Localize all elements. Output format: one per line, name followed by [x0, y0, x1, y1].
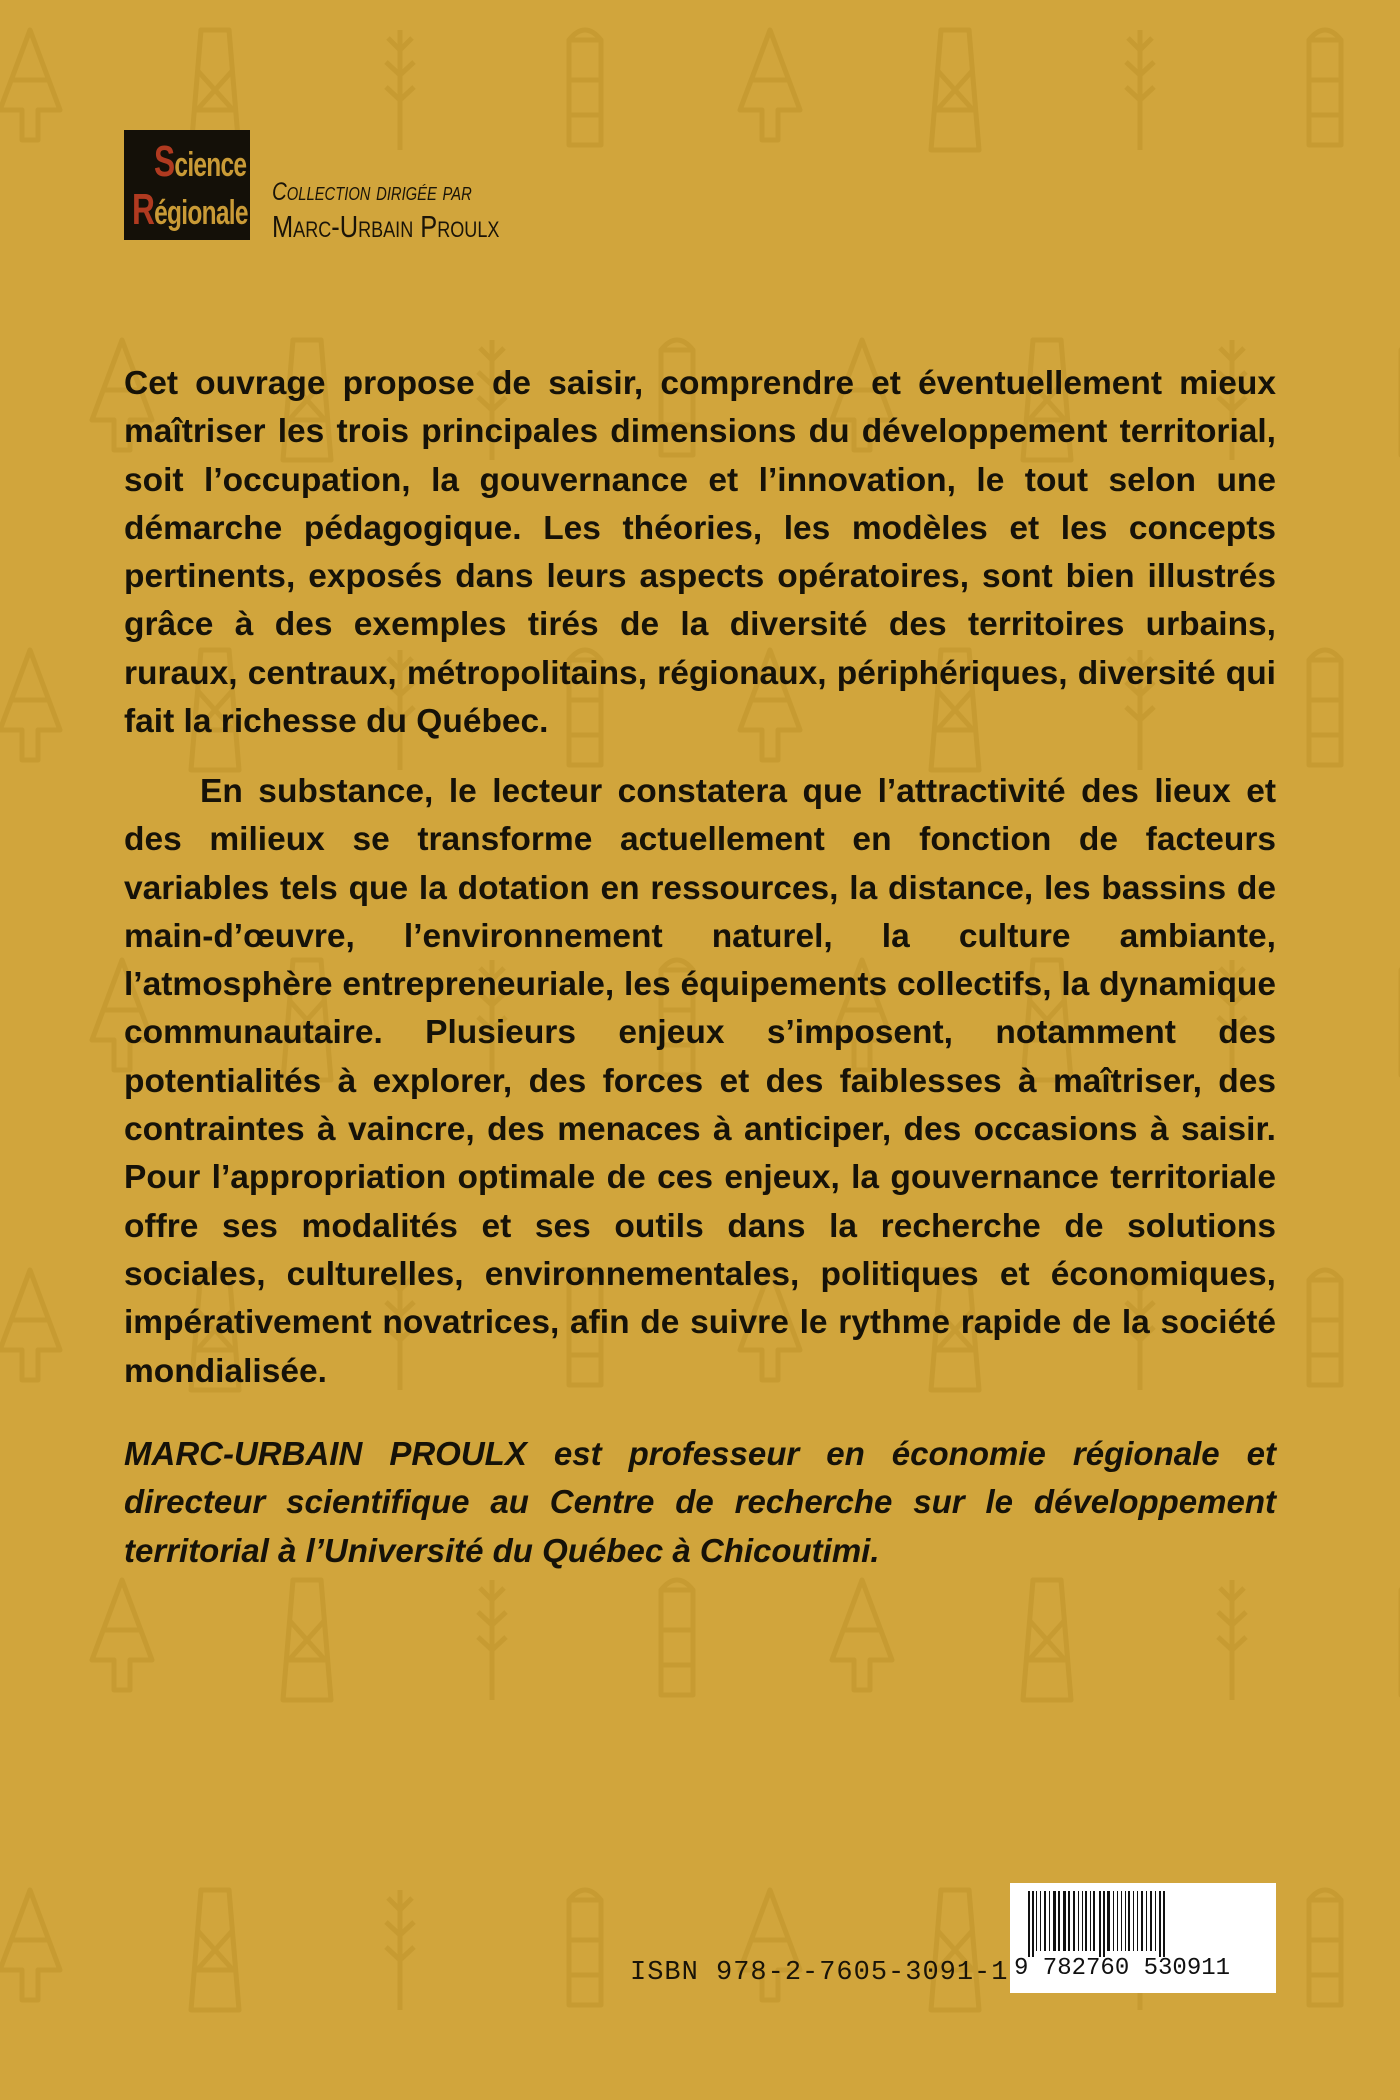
barcode-bar: [1053, 1891, 1056, 1951]
barcode-bar: [1044, 1891, 1046, 1951]
logo-initial-r: R: [132, 185, 155, 234]
barcode-bar: [1078, 1891, 1079, 1951]
pattern-motif: [0, 1890, 60, 2000]
pattern-motif: [92, 1580, 152, 1690]
pattern-motif: [740, 30, 800, 140]
barcode-bar: [1036, 1891, 1037, 1951]
pattern-motif: [1309, 30, 1341, 145]
barcode-bar: [1082, 1891, 1083, 1951]
science-regionale-logo: [124, 130, 250, 240]
collection-label: Collection dirigée par: [272, 178, 472, 206]
barcode-bar: [1146, 1891, 1147, 1951]
logo-line-regionale: [132, 185, 248, 234]
pattern-motif: [478, 1580, 506, 1700]
logo-word-science: cience: [174, 146, 247, 184]
pattern-motif: [569, 1890, 601, 2005]
collection-director: Marc-Urbain Proulx: [272, 209, 500, 244]
barcode-bar: [1141, 1891, 1143, 1951]
pattern-motif: [0, 1270, 60, 1380]
isbn-label: ISBN 978-2-7605-3091-1: [630, 1958, 1009, 1988]
barcode-bar: [1058, 1891, 1060, 1951]
barcode-bar: [1032, 1891, 1034, 1957]
barcode-bar: [1073, 1891, 1075, 1951]
logo-initial-s: S: [154, 137, 175, 186]
barcode-bar: [1159, 1891, 1161, 1957]
barcode-bar: [1085, 1891, 1087, 1951]
pattern-motif: [386, 1890, 414, 2010]
pattern-motif: [283, 1580, 331, 1700]
author-bio: MARC-URBAIN PROULX est professeur en économie régionale et directeur scientifique au Centre de recherche sur le développement territorial à l’Université du Québec à Chicoutimi.: [124, 1435, 1276, 1569]
barcode-bar: [1090, 1891, 1091, 1951]
barcode-bar: [1049, 1891, 1050, 1951]
pattern-motif: [1309, 1890, 1341, 2005]
barcode-bar: [1150, 1891, 1152, 1951]
barcode-bar: [1028, 1891, 1030, 1957]
pattern-motif: [0, 30, 60, 140]
barcode-bar: [1125, 1891, 1126, 1951]
barcode-bar: [1103, 1891, 1105, 1957]
pattern-motif: [931, 30, 979, 150]
barcode-bar: [1155, 1891, 1156, 1951]
pattern-motif: [1023, 1580, 1071, 1700]
barcode-bar: [1093, 1891, 1095, 1951]
logo-line-science: [154, 137, 247, 186]
pattern-motif: [1309, 1270, 1341, 1385]
barcode-bar: [1099, 1891, 1101, 1957]
pattern-motif: [191, 1890, 239, 2010]
pattern-motif: [931, 1890, 979, 2010]
pattern-motif: [1218, 1580, 1246, 1700]
barcode-bar: [1163, 1891, 1165, 1957]
barcode-bar: [1128, 1891, 1130, 1951]
description-paragraph-1: Cet ouvrage propose de saisir, comprendre et éventuellement mieux maîtriser les trois principales dimensions du développement territorial, soit l’occupation, la gouvernance et l’innovation, le tout selon une démarche pédagogique. Les théories, les modèles et les concepts pertinents, exposés dans leurs aspects opératoires, sont bien illustrés grâce à des exemples tirés de la diversité des territoires urbains, ruraux, centraux, métropolitains, régionaux, périphériques, diversité qui fait la richesse du Québec.: [124, 365, 1276, 741]
pattern-motif: [1126, 30, 1154, 150]
barcode-bar: [1107, 1891, 1110, 1951]
barcode-bar: [1117, 1891, 1118, 1951]
barcode-bar: [1113, 1891, 1114, 1951]
description-paragraph-2: En substance, le lecteur constatera que l’attractivité des lieux et des milieux se transforme actuellement en fonction de facteurs variables tels que la dotation en ressources, la distance, les bassins de main-d’œuvre, l’environnement naturel, la culture ambiante, l’atmosphère entrepreneuriale, les équipements collectifs, la dynamique communautaire. Plusieurs enjeux s’imposent, notamment des potentialités à explorer, des forces et des faiblesses à maîtriser, des contraintes à vaincre, des menaces à anticiper, des occasions à saisir. Pour l’appropriation optimale de ces enjeux, la gouvernance territoriale offre ses modalités et ses outils dans la recherche de solutions sociales, culturelles, environnementales, politiques et économiques, impérativement novatrices, afin de suivre le rythme rapide de la société mondialisée.: [124, 773, 1276, 1390]
barcode-bar: [1068, 1891, 1070, 1951]
barcode: [1010, 1883, 1276, 1993]
barcode-bar: [1121, 1891, 1122, 1951]
collection-credit: [272, 178, 499, 245]
pattern-motif: [661, 1580, 693, 1695]
barcode-digits: 9 782760 530911: [1014, 1955, 1231, 1982]
pattern-motif: [1309, 650, 1341, 765]
barcode-bar: [1040, 1891, 1041, 1951]
barcode-bar: [1133, 1891, 1134, 1951]
logo-word-regionale: égionale: [154, 194, 248, 232]
barcode-bar: [1063, 1891, 1066, 1951]
pattern-motif: [569, 30, 601, 145]
pattern-motif: [0, 650, 60, 760]
pattern-motif: [832, 1580, 892, 1690]
barcode-bar: [1137, 1891, 1138, 1951]
pattern-motif: [386, 30, 414, 150]
